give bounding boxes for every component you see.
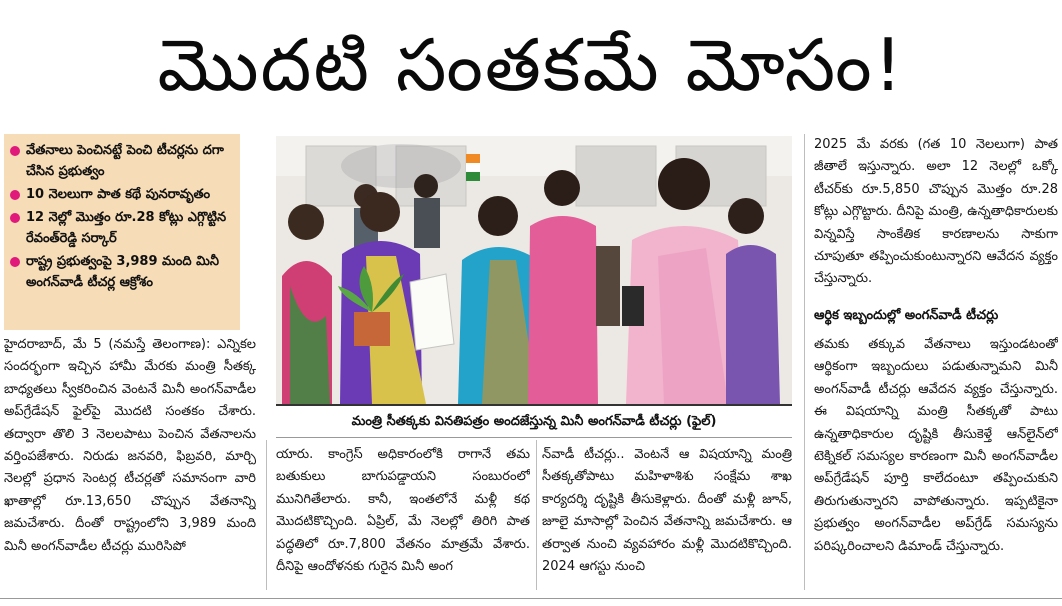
- highlight-item: [10, 251, 234, 293]
- highlight-item: [10, 184, 234, 205]
- headline: మొదటి సంతకమే మోసం!: [157, 23, 905, 107]
- article-paragraph: హైదరాబాద్, మే 5 (నమస్తే తెలంగాణ): ఎన్నికల సందర్భంగా ఇచ్చిన హామీ మేరకు మంత్రి సీతక్క బాధ్యతలు స్వీకరించిన వెంటనే మినీ అంగన్‌వాడీల అప్‌గ్రేడేషన్ ఫైల్‌పై మొదటి సంతకం చేశారు. తద్వారా తొలి 3 నెలలపాటు పెంచిన వేతనాలను వర్తింపజేశారు. నిరుడు జనవరి, ఫిబ్రవరి, మార్చి నెలల్లో ప్రధాన సెంటర్ల టీచర్లతో సమానంగా వారి ఖాతాల్లో రూ.13,650 చొప్పున వేతనాన్ని జమచేశారు. దీంతో రాష్ట్రంలోని 3,989 మంది మినీ అంగన్‌వాడీల టీచర్లు మురిసిపో: [4, 337, 256, 554]
- highlight-text: 10 నెలలుగా పాత కథే పునరావృతం: [26, 187, 211, 202]
- bullet-icon: [10, 213, 20, 223]
- article-column-4-bottom: [814, 334, 1058, 586]
- column-divider: [266, 440, 267, 590]
- article-paragraph: యారు. కాంగ్రెస్ అధికారంలోకి రాగానే తమ బతుకులు బాగుపడ్డాయని సంబురంలో మునిగితేలారు. కానీ, ఇంతలోనే మళ్లీ కథ మొదటికొచ్చింది. ఏప్రిల్, మే నెలల్లో తిరిగి పాత పద్ధతిలో రూ.7,800 వేతనం మాత్రమే వేశారు. దీనిపై ఆందోళనకు గురైన మినీ అంగ: [276, 447, 530, 575]
- column-divider: [536, 440, 537, 590]
- article-paragraph: న్‌వాడీ టీచర్లు.. వెంటనే ఆ విషయాన్ని మంత్రి సీతక్కతోపాటు మహిళాశిశు సంక్షేమ శాఖ కార్యదర్శి దృష్టికి తీసుకెళ్లారు. దీంతో మళ్లీ జూన్, జూలై మాసాల్లో పెంచిన వేతనాన్ని జమచేశారు. ఆ తర్వాత నుంచి వ్యవహారం మళ్లీ మొదటికొచ్చింది. 2024 ఆగస్టు నుంచి: [542, 447, 792, 575]
- highlight-text: వేతనాలు పెంచినట్టే పెంచి టీచర్లను దగా చేసిన ప్రభుత్వం: [26, 143, 224, 179]
- bullet-icon: [10, 257, 20, 267]
- bullet-icon: [10, 190, 20, 200]
- article-subheading: ఆర్థిక ఇబ్బందుల్లో అంగన్‌వాడీ టీచర్లు: [814, 308, 999, 323]
- article-column-4-top: [814, 134, 1058, 298]
- article-column-1: [4, 334, 256, 586]
- news-photo: [276, 136, 792, 404]
- photo-caption: మంత్రి సీతక్కకు వినతిపత్రం అందజేస్తున్న మినీ అంగన్‌వాడీ టీచర్లు (ఫైల్): [276, 404, 792, 438]
- column-divider: [804, 134, 805, 590]
- article-paragraph: తమకు తక్కువ వేతనాలు ఇస్తుండటంతో ఆర్థికంగా ఇబ్బందులు పడుతున్నామని మినీ అంగన్‌వాడీ టీచర్లు ఆవేదన వ్యక్తం చేస్తున్నారు. ఈ విషయాన్ని మంత్రి సీతక్కతో పాటు ఉన్నతాధికారుల దృష్టికి తీసుకెళ్తే ఆన్‌లైన్‌లో టెక్నికల్ సమస్యల కారణంగా మినీ అంగన్‌వాడీల అప్‌గ్రేడేషన్ పూర్తి కాలేదంటూ తప్పించుకుని తిరుగుతున్నారని వాపోతున్నారు. ఇప్పటికైనా ప్రభుత్వం అంగన్‌వాడీల అప్‌గ్రేడ్ సమస్యను పరిష్కరించాలని డిమాండ్ చేస్తున్నారు.: [814, 337, 1058, 554]
- article-paragraph: 2025 మే వరకు (గత 10 నెలలుగా) పాత జీతాలే ఇస్తున్నారు. అలా 12 నెలల్లో ఒక్కో టీచర్‌కు రూ.5,850 చొప్పున మొత్తం రూ.28 కోట్లు ఎగ్గొట్టారు. దీనిపై మంత్రి, ఉన్నతాధికారులకు విన్నవిస్తే సాంకేతిక కారణాలను సాకుగా చూపుతూ తప్పించుకుంటున్నారని ఆవేదన వ్యక్తం చేస్తున్నారు.: [814, 137, 1058, 287]
- highlights-box: [4, 134, 240, 330]
- article-column-3: [542, 444, 792, 590]
- highlight-item: [10, 140, 234, 182]
- photo-illustration: [276, 136, 792, 404]
- page-divider: [0, 598, 1062, 599]
- highlight-text: రాష్ట్ర ప్రభుత్వంపై 3,989 మంది మినీ అంగన్‌వాడీ టీచర్ల ఆక్రోశం: [26, 254, 219, 290]
- bullet-icon: [10, 146, 20, 156]
- article-column-2: [276, 444, 530, 590]
- highlight-item: [10, 207, 234, 249]
- highlight-text: 12 నెల్లో మొత్తం రూ.28 కోట్లు ఎగ్గొట్టిన రేవంత్‌రెడ్డి సర్కార్: [26, 210, 227, 246]
